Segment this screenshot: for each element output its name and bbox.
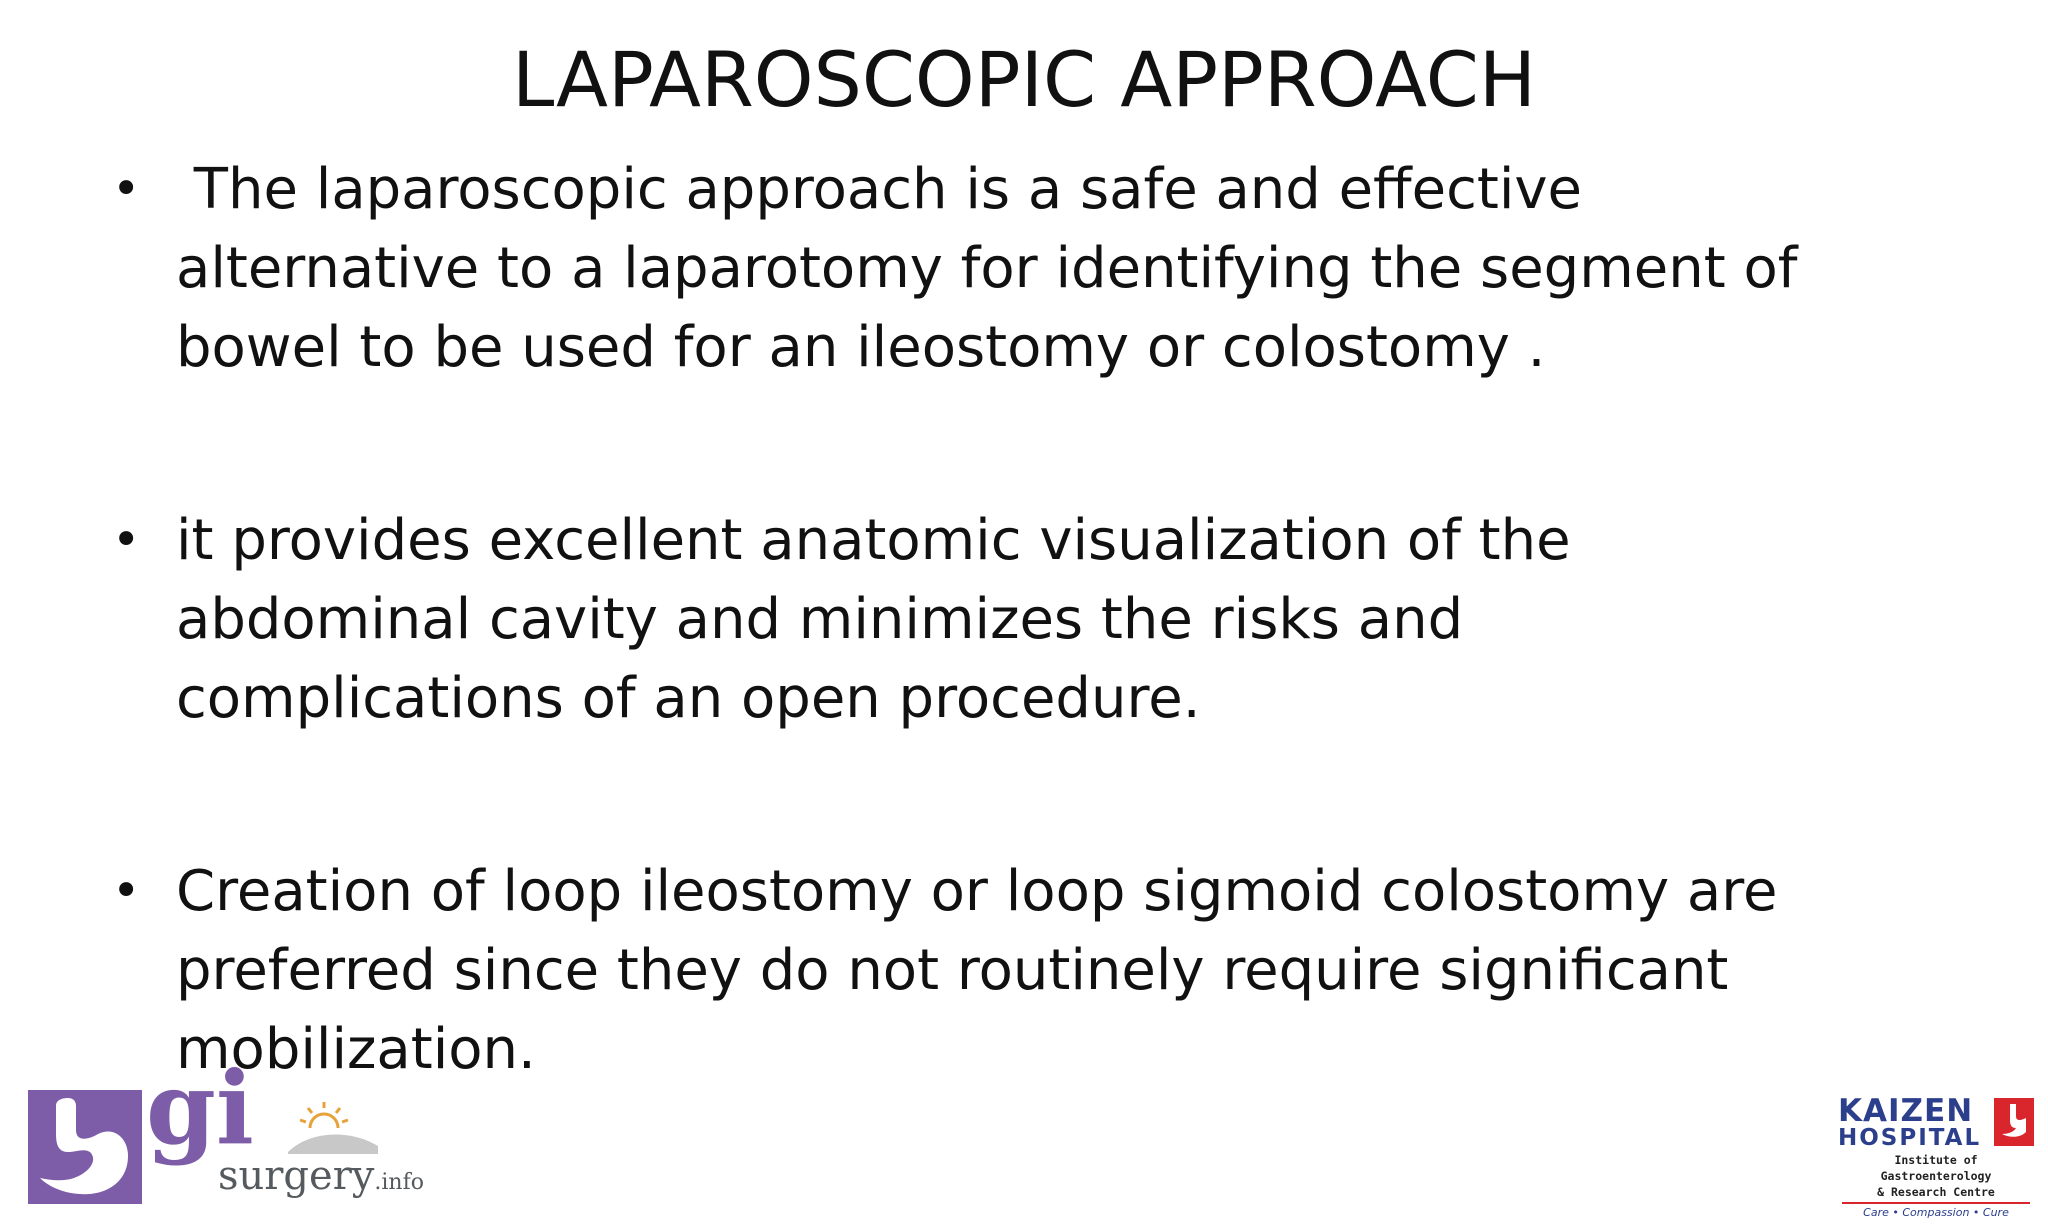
bullet-line: it provides excellent anatomic visualization of the xyxy=(176,508,1571,573)
bullet-dot: • xyxy=(112,161,141,217)
surgery-text: surgery xyxy=(218,1153,375,1199)
bullet-line: bowel to be used for an ileostomy or colostomy . xyxy=(176,315,1546,380)
gi-wordmark: gi xyxy=(146,1049,254,1167)
bullet-line: alternative to a laparotomy for identifying the segment of xyxy=(176,236,1798,301)
kaizen-institute-line-2: & Research Centre xyxy=(1877,1185,1995,1199)
bullet-line: mobilization. xyxy=(176,1017,536,1082)
bullet-line: Creation of loop ileostomy or loop sigmoid colostomy are xyxy=(176,859,1778,924)
kaizen-mark-icon xyxy=(1994,1098,2034,1146)
kaizen-hospital-logo xyxy=(1836,1093,2036,1219)
slide-title: LAPAROSCOPIC APPROACH xyxy=(511,35,1537,124)
kaizen-name: KAIZEN xyxy=(1838,1093,1974,1129)
bullet-dot: • xyxy=(112,512,141,568)
kaizen-institute-line-1: Institute of Gastroenterology xyxy=(1880,1153,1992,1183)
bullet-item-3 xyxy=(108,852,1988,1089)
kaizen-hospital: HOSPITAL xyxy=(1838,1125,1982,1151)
bullet-line: The laparoscopic approach is a safe and effective xyxy=(176,157,1582,222)
surgery-wordmark xyxy=(218,1153,424,1199)
gi-surgery-logo xyxy=(28,1049,428,1210)
sun-icon xyxy=(288,1094,378,1154)
bullet-line: abdominal cavity and minimizes the risks and xyxy=(176,587,1464,652)
bullet-dot: • xyxy=(112,863,141,919)
bullet-line: preferred since they do not routinely require significant xyxy=(176,938,1729,1003)
kaizen-divider xyxy=(1842,1202,2030,1204)
bullet-item-2 xyxy=(108,501,1988,738)
bullet-item-1 xyxy=(108,150,1988,387)
bullet-line: complications of an open procedure. xyxy=(176,666,1201,731)
info-text: .info xyxy=(374,1170,424,1195)
stomach-icon xyxy=(28,1090,142,1204)
bullet-list xyxy=(108,150,1988,1089)
kaizen-tagline: Care • Compassion • Cure xyxy=(1863,1206,2009,1219)
